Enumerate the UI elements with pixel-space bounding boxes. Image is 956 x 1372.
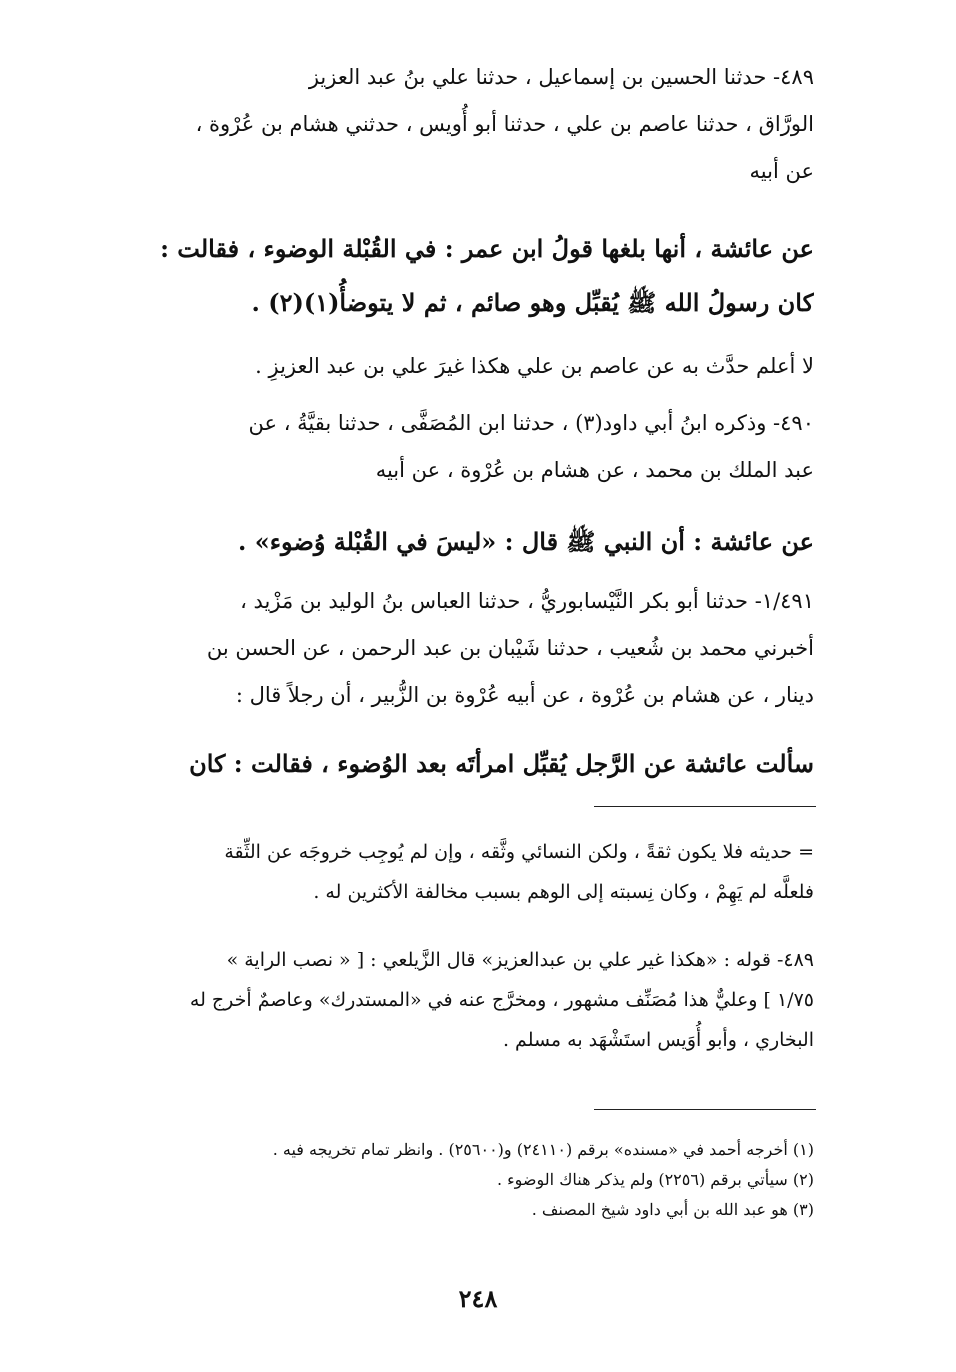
- narration-line: ١/٤٩١- حدثنا أبو بكر النَّيْسابوريُّ ، حدثنا العباس بنُ الوليد بن مَزْيد ،: [240, 589, 814, 613]
- page-number: ٢٤٨: [458, 1284, 498, 1313]
- notes-separator: [594, 806, 816, 807]
- narration-line: ٤٩٠- وذكره ابنُ أبي داود(٣) ، حدثنا ابن المُصَفَّى ، حدثنا بقيَّةُ ، عن: [248, 411, 814, 435]
- narration-line: الورَّاق ، حدثنا عاصم بن علي ، حدثنا أبو أُويس ، حدثني هشام بن عُرْوة ،: [195, 112, 814, 136]
- hadith-490-narration: [124, 400, 814, 494]
- note-line: = حديثه فلا يكون ثقةً ، ولكن النسائي وثَّقه ، وإن لم يُوجِب خروجَه عن الثِّقة: [224, 841, 814, 863]
- note-line: البخاري ، وأبو أُوَيس استَشْهَد به مسلم .: [502, 1029, 814, 1051]
- footnote: (٣) هو عبد الله بن أبي داود شيخ المصنف .: [531, 1200, 814, 1219]
- narration-line: عن أبيه: [749, 159, 814, 183]
- matn-line: عن عائشة ، أنها بلغها قولُ ابن عمر : في القُبْلة الوضوء ، فقالت :: [160, 234, 814, 263]
- hadith-490-text: [124, 515, 814, 569]
- hadith-489-narration: [124, 54, 814, 195]
- comment-line: لا أعلم حدَّث به عن عاصم بن علي هكذا غيرَ علي بن عبد العزيزِ .: [255, 354, 814, 378]
- hadith-489-comment: [124, 343, 814, 390]
- footnotes: [124, 1135, 814, 1225]
- note-line: ٤٨٩- قوله : «هكذا غير علي بن عبدالعزيز» قال الزَّيلعي : [ « نصب الراية »: [226, 949, 814, 971]
- note-line: ١/٧٥ ] وعليٌّ هذا مُصَنِّف مشهور ، ومخرَّج عنه في «المستدرك» وعاصمٌ أخرج له: [189, 989, 814, 1011]
- narration-line: ٤٨٩- حدثنا الحسين بن إسماعيل ، حدثنا علي بنُ عبد العزيز: [308, 65, 814, 89]
- matn-line: كان رسولُ الله ﷺ يُقبِّل وهو صائم ، ثم لا يتوضأُ(١)(٢) .: [251, 288, 814, 317]
- narration-line: أخبرني محمد بن شُعيب ، حدثنا شَيْبان بن عبد الرحمن ، عن الحسن بن: [206, 636, 814, 660]
- matn-line: عن عائشة : أن النبي ﷺ قال : «ليسَ في القُبْلة وُضوء» .: [238, 527, 814, 556]
- note-489: [124, 940, 814, 1060]
- hadith-491-text: [124, 737, 814, 791]
- narration-line: عبد الملك بن محمد ، عن هشام بن عُرْوة ، عن أبيه: [375, 458, 814, 482]
- hadith-491-narration: [124, 578, 814, 719]
- narration-line: دينار ، عن هشام بن عُرْوة ، عن أبيه عُرْوة بن الزُّبير ، أن رجلاً قال :: [235, 683, 814, 707]
- footnote: (٢) سيأتي برقم (٢٢٥٦) ولم يذكر هناك الوضوء .: [496, 1170, 814, 1189]
- hadith-489-text: [124, 222, 814, 330]
- footnote: (١) أخرجه أحمد في «مسنده» برقم (٢٤١١٠) و(٢٥٦٠٠) . وانظر تمام تخريجه فيه .: [272, 1140, 814, 1159]
- matn-line: سألت عائشة عن الرَّجل يُقبِّل امرأتَه بعد الوُضوء ، فقالت : كان: [189, 749, 814, 778]
- continued-note: [124, 832, 814, 912]
- note-line: فلعلَّه لم يَهِمْ ، وكان نِسبته إلى الوهم بسبب مخالفة الأكثرين له .: [313, 881, 814, 903]
- footnotes-separator: [594, 1109, 816, 1110]
